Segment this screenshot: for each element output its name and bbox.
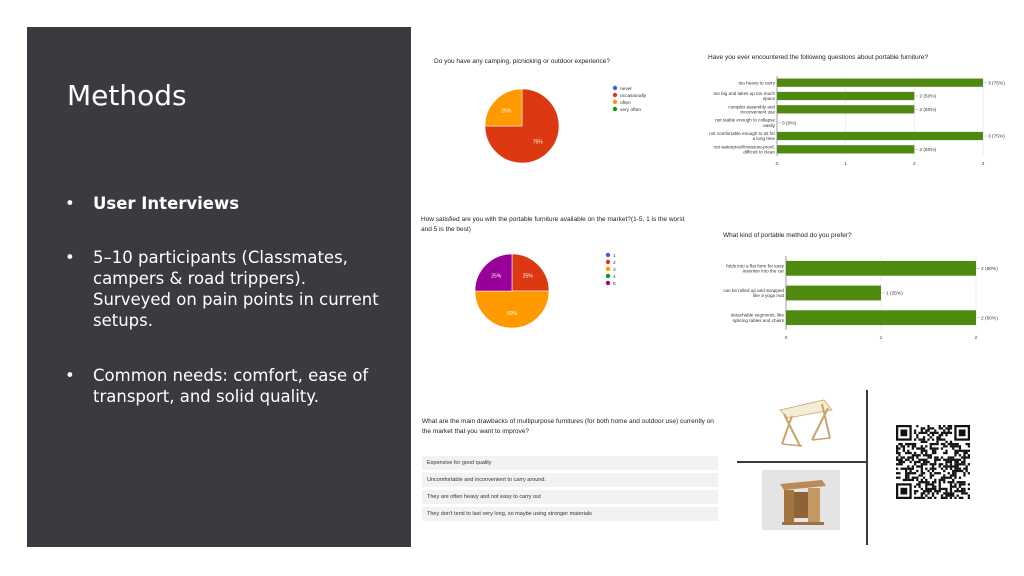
value-label: 2 (50%) <box>919 107 937 113</box>
legend-marker <box>606 267 610 271</box>
bullet-text: 5–10 participants (Classmates, campers & road trippers). Surveyed on pain points in current setups. <box>93 248 379 330</box>
category-label: can be rolled up and strapped like a yoga mat <box>723 288 784 299</box>
folding-chair-image <box>770 396 838 456</box>
x-tick-label: 1 <box>879 336 883 341</box>
bar <box>777 145 914 153</box>
bullet-user-interviews <box>65 193 385 214</box>
bar <box>786 310 976 325</box>
bar <box>777 79 983 87</box>
pie-slice-label: 25% <box>522 273 533 280</box>
bullet-text: Common needs: comfort, ease of transport, and solid quality. <box>93 366 369 406</box>
category-label: folds into a flat form for easy insertion into the car <box>726 263 784 274</box>
bar <box>777 105 914 113</box>
value-label: 1 (25%) <box>886 291 903 297</box>
bullet-marker: • <box>65 366 75 385</box>
value-label: 2 (50%) <box>919 147 937 153</box>
legend-label: 3 <box>613 268 616 273</box>
legend-label: 1 <box>613 254 616 259</box>
category-label: complex assembly and inconvenient use <box>728 104 775 115</box>
pie-slice <box>475 291 549 328</box>
bullet-participants <box>65 247 385 331</box>
wooden-stool-image <box>762 470 840 530</box>
legend-label: occasionally <box>620 94 647 99</box>
x-tick-label: 1 <box>844 162 848 167</box>
satisfaction-pie-chart <box>460 245 660 340</box>
value-label: 3 (75%) <box>988 134 1005 140</box>
bar <box>786 261 976 276</box>
value-label: 2 (50%) <box>981 316 998 322</box>
category-label: not comfortable enough to sit for a long time <box>709 131 775 142</box>
drawbacks-answer-list <box>422 456 718 524</box>
horizontal-divider <box>737 461 866 463</box>
legend-label: 4 <box>613 275 616 280</box>
x-tick-label: 0 <box>775 162 779 167</box>
legend-label: very often <box>620 108 642 113</box>
vertical-divider <box>866 390 868 545</box>
legend-marker <box>606 281 610 285</box>
survey-question-drawbacks: What are the main drawbacks of multipurpose furnitures (for both home and outdoor use) currently on the market that you want to improve? <box>422 418 714 435</box>
legend-label: 5 <box>613 282 616 287</box>
pie-slice-label: 25% <box>501 108 512 115</box>
portable-method-bar-chart <box>700 254 1015 344</box>
answer-row: Expensive for good quality <box>422 456 718 470</box>
legend-label: often <box>620 101 631 106</box>
qr-code-image <box>896 425 970 499</box>
category-label: detachable segments, like splicing tables and chairs <box>730 312 784 323</box>
x-tick-label: 3 <box>981 162 985 167</box>
answer-row: They are often heavy and not easy to carry out <box>422 490 718 504</box>
category-label: too heavy to carry <box>738 80 775 86</box>
experience-pie-chart <box>470 78 670 173</box>
bar <box>786 286 881 301</box>
survey-question-experience: Do you have any camping, picnicking or outdoor experience? <box>434 58 610 65</box>
answer-row: They don't tend to last very long, so maybe using stronger materials <box>422 507 718 521</box>
survey-question-issues: Have you ever encountered the following questions about portable furniture? <box>708 54 929 61</box>
bar <box>777 92 914 100</box>
legend-marker <box>613 107 617 111</box>
methods-panel <box>27 27 411 547</box>
legend-marker <box>606 253 610 257</box>
category-label: too big and takes up too much space <box>713 91 775 102</box>
bar <box>777 132 983 140</box>
survey-question-portable-method: What kind of portable method do you prefer? <box>723 232 852 239</box>
legend-marker <box>613 86 617 90</box>
pie-slice-label: 75% <box>532 139 543 146</box>
bullet-common-needs <box>65 365 385 407</box>
bullet-marker: • <box>65 194 75 213</box>
legend-label: never <box>620 87 632 92</box>
answer-row: Uncomfortable and inconvenient to carry around. <box>422 473 718 487</box>
value-label: 0 (0%) <box>782 121 797 127</box>
x-tick-label: 0 <box>784 336 788 341</box>
legend-marker <box>606 260 610 264</box>
pie-slice-label: 50% <box>506 311 518 318</box>
legend-marker <box>606 274 610 278</box>
bullet-text: User Interviews <box>93 194 240 213</box>
value-label: 2 (50%) <box>981 266 998 272</box>
pie-slice-label: 25% <box>491 273 502 280</box>
value-label: 3 (75%) <box>988 81 1005 87</box>
legend-label: 2 <box>613 261 616 266</box>
value-label: 2 (50%) <box>919 94 937 100</box>
category-label: not stable enough to collapse easily <box>715 117 775 128</box>
legend-marker <box>613 93 617 97</box>
x-tick-label: 2 <box>912 162 916 167</box>
survey-question-satisfaction: How satisfied are you with the portable furniture available on the market?(1-5, 1 is the worst and 5 is the best) <box>421 216 685 233</box>
slide-title: Methods <box>67 79 187 112</box>
issues-bar-chart <box>695 74 1015 170</box>
x-tick-label: 2 <box>974 336 978 341</box>
category-label: not waterproof/moisture-proof, difficult to clean <box>713 144 775 155</box>
bullet-marker: • <box>65 248 75 267</box>
legend-marker <box>613 100 617 104</box>
